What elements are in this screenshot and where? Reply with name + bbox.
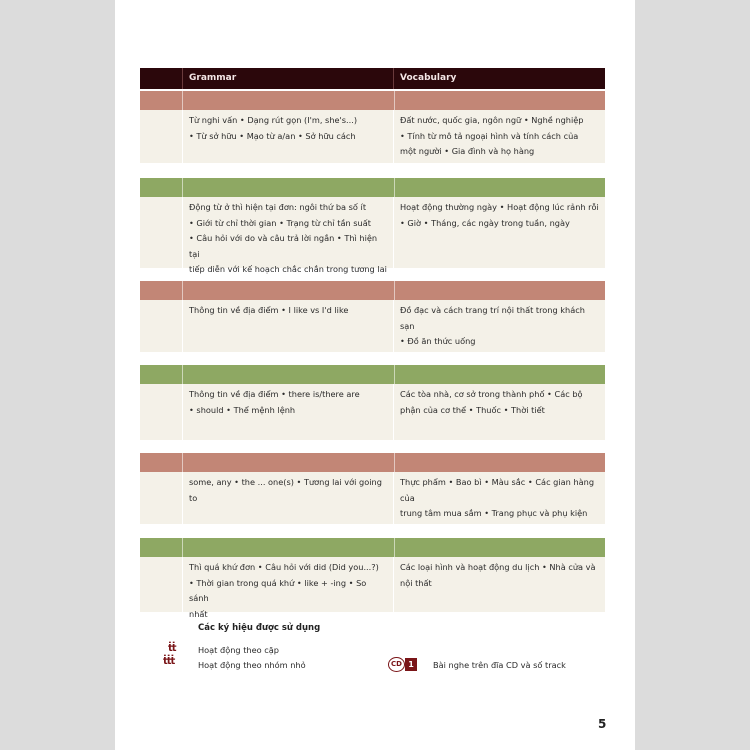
unit-band bbox=[140, 365, 605, 384]
table-header bbox=[140, 68, 605, 89]
vocabulary-cell: Các tòa nhà, cơ sở trong thành phố • Các bộ phận của cơ thể • Thuốc • Thời tiết bbox=[393, 384, 605, 440]
grammar-cell: Từ nghi vấn • Dạng rút gọn (I'm, she's...) • Từ sở hữu • Mạo từ a/an • Sở hữu cách bbox=[182, 110, 393, 163]
grammar-cell: Thì quá khứ đơn • Câu hỏi với did (Did you...?) • Thời gian trong quá khứ • like + -ing • So sánh nhất bbox=[182, 557, 393, 612]
vocabulary-cell: Các loại hình và hoạt động du lịch • Nhà cửa và nội thất bbox=[393, 557, 605, 612]
legend-pair-label: Hoạt động theo cặp bbox=[198, 645, 279, 655]
group-people-icon: ṫṫṫ bbox=[163, 656, 175, 667]
legend-group-label: Hoạt động theo nhóm nhỏ bbox=[198, 660, 306, 670]
grammar-cell: Thông tin về địa điểm • I like vs I'd like bbox=[182, 300, 393, 352]
legend-title: Các ký hiệu được sử dụng bbox=[198, 623, 321, 633]
vocabulary-cell: Thực phẩm • Bao bì • Màu sắc • Các gian hàng của trung tâm mua sắm • Trang phục và phụ kiện bbox=[393, 472, 605, 524]
cd-icon: CD bbox=[388, 657, 405, 672]
unit-band bbox=[140, 453, 605, 472]
header-grammar: Grammar bbox=[182, 68, 393, 89]
table-row bbox=[140, 384, 605, 440]
table-row bbox=[140, 197, 605, 274]
page-number: 5 bbox=[598, 717, 607, 731]
vocabulary-cell: Hoạt động thường ngày • Hoạt động lúc rảnh rỗi • Giờ • Tháng, các ngày trong tuần, ngày bbox=[393, 197, 605, 268]
cd-track-badge: 1 bbox=[405, 658, 417, 671]
unit-band bbox=[140, 178, 605, 197]
legend-cd-label: Bài nghe trên đĩa CD và số track bbox=[433, 660, 566, 670]
unit-band bbox=[140, 281, 605, 300]
table-row bbox=[140, 300, 605, 352]
unit-band bbox=[140, 91, 605, 110]
table-row bbox=[140, 110, 605, 163]
grammar-cell: Động từ ở thì hiện tại đơn: ngôi thứ ba số ít • Giới từ chỉ thời gian • Trạng từ chỉ tần suất • Câu hỏi với do và câu trả lời ngắn • Thì hiện tại tiếp diễn với kế hoạch chắc chắn trong tương lai bbox=[182, 197, 393, 268]
vocabulary-cell: Đồ đạc và cách trang trí nội thất trong khách sạn • Đồ ăn thức uống bbox=[393, 300, 605, 352]
unit-band bbox=[140, 538, 605, 557]
header-vocabulary: Vocabulary bbox=[393, 68, 605, 89]
pair-people-icon: ṫṫ bbox=[168, 643, 176, 654]
grammar-cell: Thông tin về địa điểm • there is/there are • should • Thể mệnh lệnh bbox=[182, 384, 393, 440]
table-row bbox=[140, 557, 605, 619]
book-page bbox=[115, 0, 635, 750]
vocabulary-cell: Đất nước, quốc gia, ngôn ngữ • Nghề nghiệp • Tính từ mô tả ngoại hình và tính cách của một người • Gia đình và họ hàng bbox=[393, 110, 605, 163]
header-blank-cell bbox=[140, 68, 182, 89]
grammar-cell: some, any • the ... one(s) • Tương lai với going to bbox=[182, 472, 393, 524]
table-row bbox=[140, 472, 605, 524]
